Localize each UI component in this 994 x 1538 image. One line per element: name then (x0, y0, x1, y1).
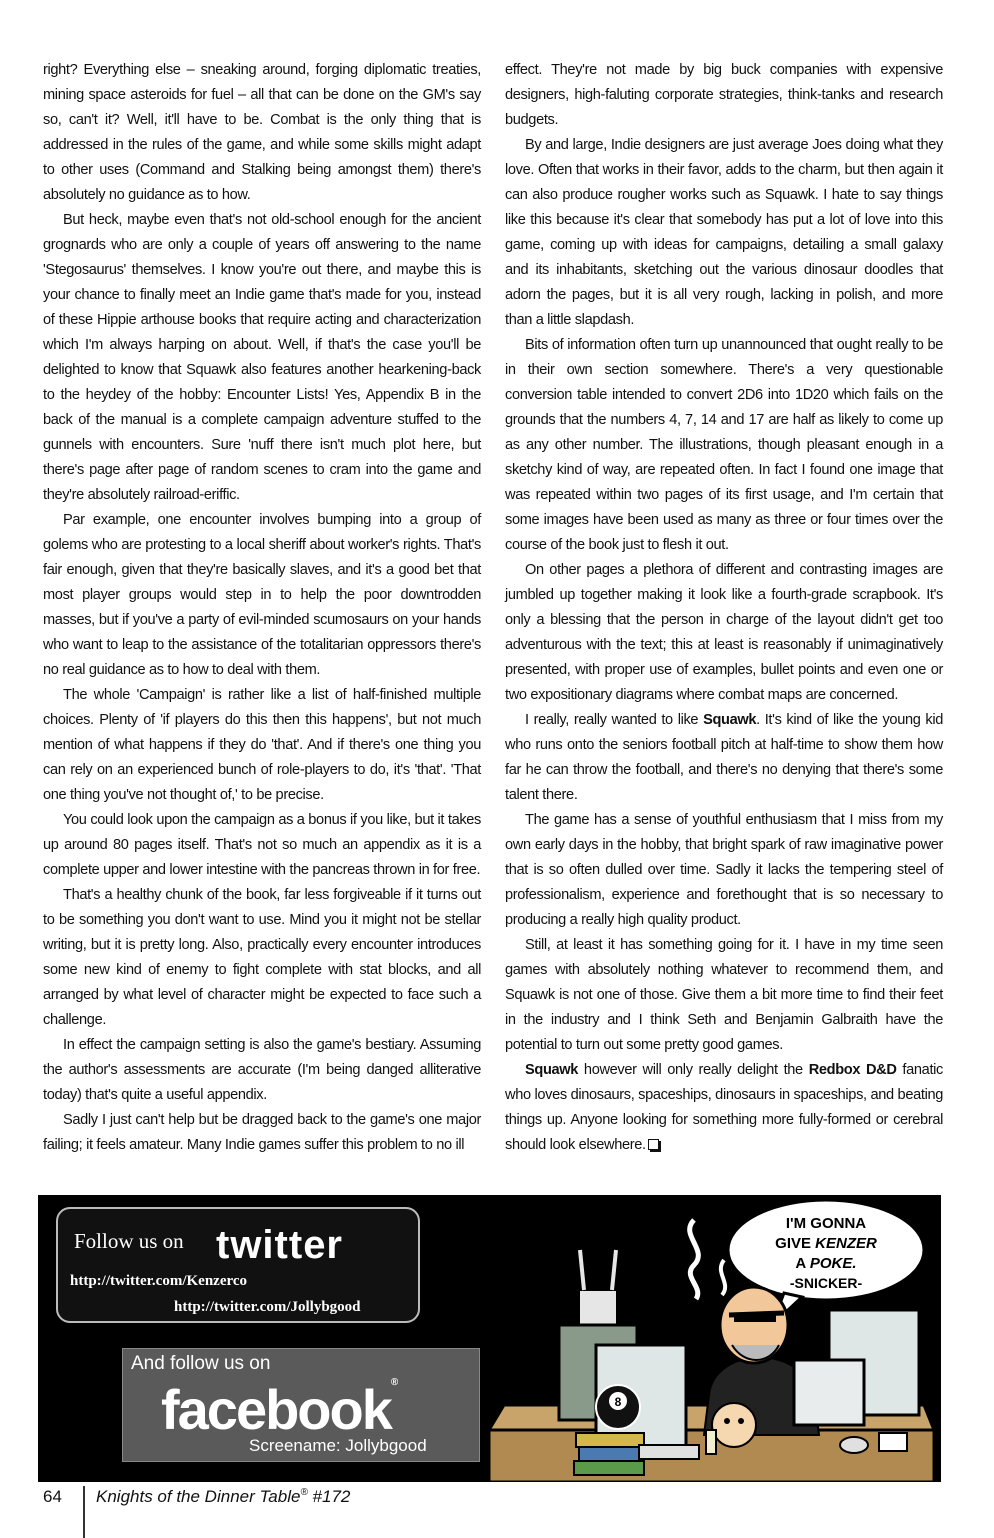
text: I really, really wanted to like (525, 712, 704, 728)
page-number: 64 (43, 1487, 62, 1506)
speech-bubble-line-3 (795, 1255, 856, 1272)
footer-divider (83, 1486, 85, 1538)
paragraph: But heck, maybe even that's not old-school enough for the ancient grognards who are only a couple of years off answering to the name 'Stegosaurus' themselves. I know you're out there, and maybe this is your chance to finally meet an Indie game that's made for you, instead of these Hippie arthouse books that require acting and characterization which I'm always harping on about. Well, if that's the case you'll be delighted to know that Squawk also features another hearkening-back to the heydey of the hobby: Encounter Lists! Yes, Appendix B in the back of the manual is a complete campaign adventure stuffed to the gunnels with encounters. Sure 'nuff there isn't much plot here, but there's page after page of random scenes to cram into the game and they're absolutely railroad-eriffic. (43, 212, 481, 503)
facebook-follow-label: And follow us on (131, 1353, 271, 1374)
speech-bubble-line-4: -SNICKER- (789, 1275, 863, 1291)
cartoon-illustration (484, 1195, 941, 1482)
paragraph: On other pages a plethora of different and contrasting images are jumbled up together making it look like a fourth-grade scrapbook. It's only a blessing that the person in charge of the layout didn't get too adventurous with the text; this at least is reasonably if unimaginatively presented, with proper use of examples, bullet points and even one or two expositionary diagrams where combat maps are concerned. (505, 562, 943, 703)
paragraph: Sadly I just can't help but be dragged back to the game's one major failing; it feels amateur. Many Indie games suffer this problem to no ill (43, 1112, 481, 1153)
book (574, 1461, 644, 1475)
text: fanatic who loves dinosaurs, spaceships, dinosaurs in spaceships, and beating things up. Anyone looking for something more fully-formed or cerebral should look elsewhere. (505, 1062, 943, 1153)
twitter-panel (56, 1207, 420, 1323)
issue-number: #172 (307, 1487, 351, 1506)
text: . It's kind of like the young kid who runs onto the seniors football pitch at half-time to show them how far he can throw the football, and there's no denying that there's some talent there. (505, 712, 943, 803)
game-title: Squawk (703, 712, 757, 728)
steam-icon (690, 1220, 699, 1299)
twitter-follow-label: Follow us on (74, 1229, 184, 1253)
paragraph: effect. They're not made by big buck companies with expensive designers, high-faluting corporate strategies, think-tanks and research budgets. (505, 62, 943, 128)
baby-head (712, 1403, 756, 1447)
registered-mark: ® (300, 1487, 308, 1498)
end-mark-icon (648, 1139, 659, 1150)
steam-icon (721, 1260, 725, 1295)
bubble-word: A (795, 1255, 810, 1272)
text: however will only really delight the (578, 1062, 809, 1078)
paragraph: Bits of information often turn up unannounced that ought really to be in their own section somewhere. There's a very questionable conversion table intended to convert 2D6 into 1D20 which fails on the grounds that the numbers 4, 7, 14 and 17 are half as likely to come up as any other number. The illustrations, though pleasant enough in a sketchy kind of way, are repeated often. In fact I found one image that was repeated within two pages of its first usage, and I'm certain that some images have been used as many as three or four times over the course of the book just to flesh it out. (505, 337, 943, 553)
baby-bottle-icon (706, 1430, 716, 1454)
facebook-panel (122, 1348, 480, 1462)
paragraph: right? Everything else – sneaking around, forging diplomatic treaties, mining space asteroids for fuel – all that can be done on the GM's say so, can't it? Well, it'll have to be. Combat is the only thing that is addressed in the rules of the game, and while some skills might adapt to other uses (Command and Stalking being amongst them) there's absolutely no guidance as to how. (43, 62, 481, 203)
paragraph (505, 1058, 943, 1158)
paragraph: The game has a sense of youthful enthusiasm that I miss from my own early days in the hobby, that bright spark of raw imaginative power that is so often dulled over time. Sadly it lacks the tempering steel of professionalism, experience and forethought that is so necessary to producing a really high quality product. (505, 812, 943, 928)
game-title: Redbox D&D (808, 1062, 897, 1078)
keyboard (639, 1445, 699, 1459)
paragraph: That's a healthy chunk of the book, far less forgiveable if it turns out to be something you don't want to use. Mind you it might not be stellar writing, but it is pretty long. Also, practically every encounter introduces some new kind of enemy to fight complete with stat blocks, and all arranged by what level of character might be expected to face such a challenge. (43, 887, 481, 1028)
publication-title (96, 1487, 350, 1507)
book (579, 1447, 641, 1461)
registered-mark: ® (390, 1377, 399, 1388)
paragraph (505, 708, 943, 808)
bubble-word: KENZER (815, 1235, 877, 1252)
paragraph: The whole 'Campaign' is rather like a list of half-finished multiple choices. Plenty of 'if players do this then this happens', but not much mention of what happens if they do 'that'. And if there's one thing you can rely on an experienced bunch of role-players to do, it's 'that'. 'That one thing you've not thought of,' to be precise. (43, 687, 481, 803)
paragraph: Still, at least it has something going for it. I have in my time seen games with absolutely nothing whatever to recommend them, and Squawk is not one of those. Give them a bit more time to find their feet in the industry and I think Seth and Benjamin Galbraith have the potential to turn out some pretty good games. (505, 937, 943, 1053)
cigarette-pack (879, 1433, 907, 1451)
sunglasses-icon (734, 1313, 776, 1322)
monitor-center (794, 1360, 864, 1425)
paragraph: By and large, Indie designers are just average Joes doing what they love. Often that works in their favor, adds to the charm, but then again it can also produce rougher works such as Squawk. I hate to say things like this because it's clear that somebody has put a lot of love into this game, coming up with ideas for campaigns, detailing a small galaxy and its inhabitants, sketching out the various dinosaur doodles that adorn the pages, but it is all very rough, lacking in polish, and more than a little slapdash. (505, 137, 943, 328)
bubble-word: POKE. (809, 1255, 857, 1272)
facebook-screenname: Screename: Jollybgood (249, 1436, 427, 1455)
title-text: Knights of the Dinner Table (96, 1487, 301, 1506)
twitter-logo: twitter (216, 1223, 343, 1267)
article-column-right (505, 58, 943, 1158)
mouse-icon (840, 1437, 868, 1453)
twitter-link-jollybgood[interactable]: http://twitter.com/Jollybgood (174, 1299, 361, 1315)
bubble-word: GIVE (775, 1235, 816, 1252)
article-column-left (43, 58, 481, 1158)
facebook-wordmark: facebook (161, 1378, 391, 1441)
twitter-link-kenzerco[interactable]: http://twitter.com/Kenzerco (70, 1273, 248, 1289)
book (576, 1433, 644, 1447)
paragraph: In effect the campaign setting is also the game's bestiary. Assuming the author's assessments are accurate (I'm being danged alliterative today) that's quite a useful appendix. (43, 1037, 481, 1103)
game-title: Squawk (525, 1062, 579, 1078)
speech-bubble-line-2 (775, 1235, 877, 1252)
paragraph: Par example, one encounter involves bumping into a group of golems who are protesting to a local sheriff about worker's rights. That's fair enough, given that they're basically slaves, and it's a good bet that most player groups would step in to help the poor downtrodden masses, but if you've a party of evil-minded scumosaurs on your hands who want to leap to the assistance of the totalitarian oppressors there's no real guidance as to how to deal with them. (43, 512, 481, 678)
eight-ball-number: 8 (614, 1395, 622, 1409)
speech-bubble-line-1: I'M GONNA (785, 1215, 867, 1232)
facebook-logo (161, 1377, 398, 1442)
social-media-ad (38, 1195, 941, 1482)
paragraph: You could look upon the campaign as a bonus if you like, but it takes up around 80 pages itself. That's not so much an appendix as it is a complete upper and lower intestine with the pancreas thrown in for free. (43, 812, 481, 878)
